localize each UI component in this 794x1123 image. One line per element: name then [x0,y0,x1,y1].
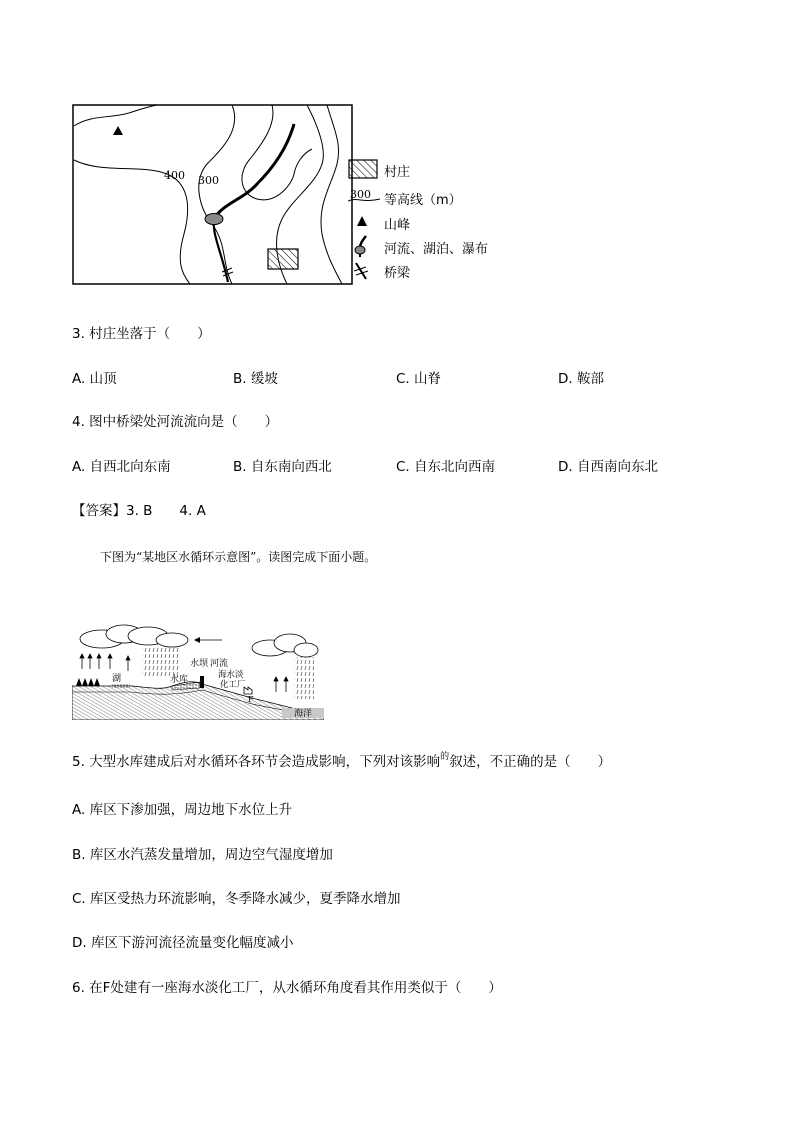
answer-text: 3. B 4. A [126,503,206,519]
legend-label-peak: 山峰 [384,218,411,233]
bridge-icon [352,261,376,281]
q5-option-b: B. 库区水汽蒸发量增加，周边空气湿度增加 [72,847,333,863]
river-lake-waterfall-icon [352,235,372,257]
contour-label-400: 400 [164,169,185,182]
wind-direction-arrow [194,637,222,643]
contour-label-300: 300 [198,174,219,187]
label-ocean: 海洋 [294,709,313,719]
water-cycle-diagram [72,624,324,720]
left-cloud [80,625,188,648]
label-lake: 湖 [112,674,122,684]
q3-option-a: A. 山顶 [72,371,117,387]
lake [205,214,223,225]
figure-intro-text: 下图为“某地区水循环示意图”。读图完成下面小题。 [100,550,377,564]
q5-stem-part1: 5. 大型水库建成后对水循环各环节会造成影响，下列对该影响 [72,754,441,770]
legend-label-river: 河流、湖泊、瀑布 [384,242,489,257]
q3-option-d: D. 鞍部 [558,371,604,387]
right-cloud [252,634,318,657]
village-hatch-icon [268,249,298,269]
rain-right [294,657,314,699]
q3-option-c: C. 山脊 [396,371,442,387]
contour-symbol-text: 300 [350,188,371,201]
question-5-stem [72,753,611,773]
q3-option-b: B. 缓坡 [233,371,278,387]
rain-left [142,648,180,678]
q5-option-c: C. 库区受热力环流影响，冬季降水减少，夏季降水增加 [72,891,401,907]
q5-option-d: D. 库区下游河流径流量变化幅度减小 [72,935,294,951]
dam [200,676,204,688]
answer-line [72,502,206,520]
label-plant-line1: 海水淡 [218,670,244,680]
label-dam: 水坝 [190,659,209,669]
legend-label-contour: 等高线（m） [384,193,462,208]
forest [76,678,100,686]
lake-water [112,684,130,688]
q4-option-d: D. 自西南向东北 [558,459,658,475]
question-4-stem: 4. 图中桥梁处河流流向是（ ） [72,414,279,430]
answer-label: 【答案】 [72,503,126,519]
village-hatch-icon [348,159,378,179]
legend-label-bridge: 桥梁 [384,266,411,281]
question-3-stem: 3. 村庄坐落于（ ） [72,326,211,342]
q5-stem-small: 的 [440,752,450,762]
contour-map-figure [72,104,354,286]
label-reservoir: 水库 [170,675,189,685]
question-6-stem: 6. 在F处建有一座海水淡化工厂，从水循环角度看其作用类似于（ ） [72,980,502,996]
peak-triangle-icon [356,215,368,227]
q5-stem-part2: 叙述，不正确的是（ ） [449,754,612,770]
q4-option-a: A. 自西北向东南 [72,459,171,475]
label-river: 河流 [210,659,229,669]
label-plant-line2: 化工厂 [220,680,246,690]
contour-line-icon [348,187,380,203]
map-legend [346,157,496,287]
label-f-marker: F [248,695,254,704]
q4-option-b: B. 自东南向西北 [233,459,332,475]
legend-label-village: 村庄 [384,165,411,180]
q4-option-c: C. 自东北向西南 [396,459,496,475]
q5-option-a: A. 库区下渗加强，周边地下水位上升 [72,802,293,818]
